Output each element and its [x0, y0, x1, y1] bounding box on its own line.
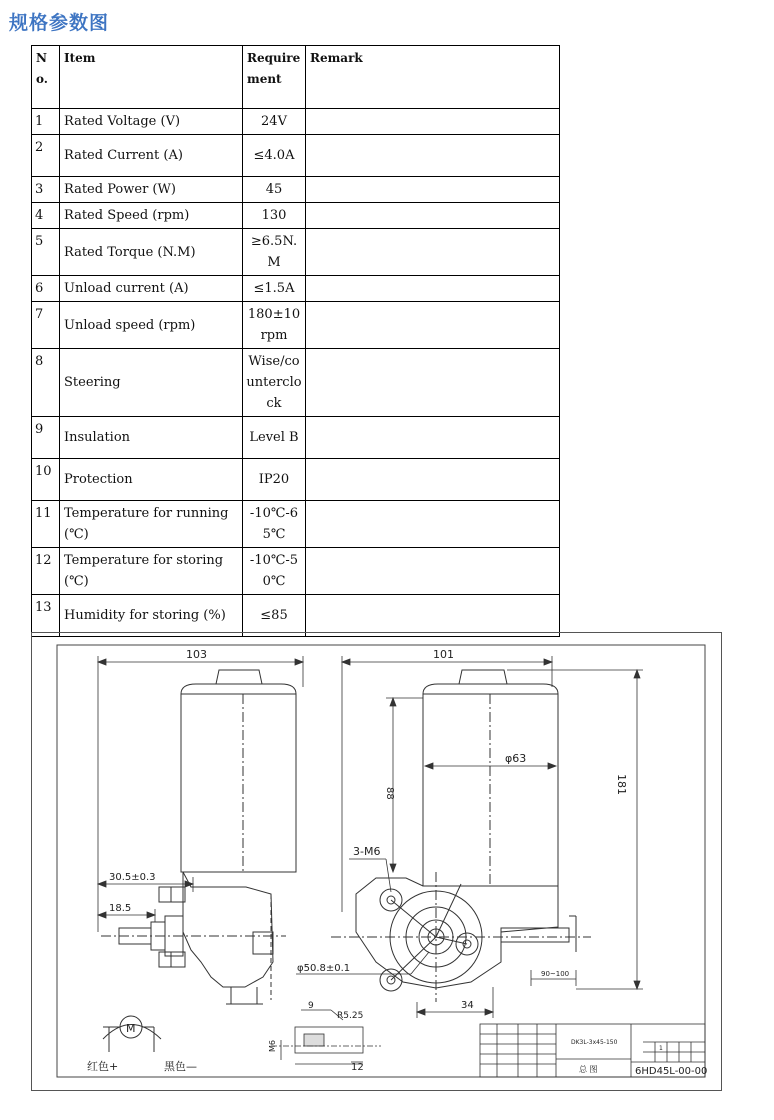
- cell-requirement: 24V: [243, 109, 306, 135]
- cell-remark: [306, 109, 560, 135]
- dim-181-label: 181: [615, 774, 628, 795]
- cell-requirement: Level B: [243, 417, 306, 459]
- cell-remark: [306, 203, 560, 229]
- title-block-scale: 1: [659, 1045, 663, 1052]
- cell-requirement: -10℃-65℃: [243, 501, 306, 548]
- wire-black-label: 黑色—: [164, 1060, 197, 1073]
- cell-remark: [306, 417, 560, 459]
- cell-no: 2: [32, 135, 60, 177]
- cell-item: Unload current (A): [60, 276, 243, 302]
- table-row: [32, 229, 560, 276]
- dim-18-5-label: 18.5: [109, 903, 132, 914]
- cell-item: Rated Speed (rpm): [60, 203, 243, 229]
- cell-item: Rated Torque (N.M): [60, 229, 243, 276]
- cell-item: Rated Power (W): [60, 177, 243, 203]
- table-row: [32, 276, 560, 302]
- cell-item: Temperature for storing (℃): [60, 548, 243, 595]
- cell-no: 11: [32, 501, 60, 548]
- cell-item: Steering: [60, 349, 243, 417]
- title-block-code: DK3L-3x45-150: [571, 1039, 618, 1046]
- wire-red-label: 红色+: [87, 1060, 119, 1073]
- table-row: [32, 417, 560, 459]
- cell-no: 7: [32, 302, 60, 349]
- dim-dia-50-8-label: φ50.8±0.1: [297, 963, 351, 974]
- dim-88-label: 88: [384, 787, 395, 800]
- cell-no: 4: [32, 203, 60, 229]
- table-row: [32, 459, 560, 501]
- dimension-holes: [349, 859, 391, 892]
- cell-remark: [306, 276, 560, 302]
- cell-remark: [306, 177, 560, 203]
- dimension-height-181: [507, 670, 643, 989]
- dim-34-label: 34: [461, 1000, 474, 1011]
- cell-remark: [306, 302, 560, 349]
- drawing-inner-border: [57, 645, 708, 1077]
- dimension-width-left: [98, 656, 303, 932]
- dim-9-label: 9: [308, 1001, 314, 1011]
- cell-item: Insulation: [60, 417, 243, 459]
- cell-no: 1: [32, 109, 60, 135]
- dimension-height-88: [386, 698, 423, 872]
- cell-no: 8: [32, 349, 60, 417]
- cell-no: 5: [32, 229, 60, 276]
- cell-remark: [306, 135, 560, 177]
- cell-remark: [306, 459, 560, 501]
- header-remark: Remark: [306, 46, 560, 109]
- dim-103-label: 103: [186, 648, 207, 661]
- cell-remark: [306, 548, 560, 595]
- cell-no: 3: [32, 177, 60, 203]
- motor-side-view: [101, 670, 296, 1004]
- cell-no: 12: [32, 548, 60, 595]
- cell-item: Temperature for running (℃): [60, 501, 243, 548]
- cell-no: 6: [32, 276, 60, 302]
- table-row: [32, 135, 560, 177]
- table-row: [32, 177, 560, 203]
- cell-requirement: 180±10rpm: [243, 302, 306, 349]
- cell-requirement: -10℃-50℃: [243, 548, 306, 595]
- header-requirement: Requirement: [243, 46, 306, 109]
- dim-90-100-label: 90~100: [541, 970, 570, 978]
- cell-item: Rated Voltage (V): [60, 109, 243, 135]
- table-row: [32, 501, 560, 548]
- dim-12-label: 12: [351, 1062, 364, 1073]
- cell-remark: [306, 229, 560, 276]
- table-row: [32, 302, 560, 349]
- cell-no: 9: [32, 417, 60, 459]
- cell-requirement: 130: [243, 203, 306, 229]
- cell-requirement: ≥6.5N.M: [243, 229, 306, 276]
- cell-requirement: ≤1.5A: [243, 276, 306, 302]
- dim-dia-63-label: φ63: [505, 752, 527, 765]
- cell-no: 13: [32, 595, 60, 637]
- cell-requirement: IP20: [243, 459, 306, 501]
- table-header-row: [32, 46, 560, 109]
- table-row: [32, 203, 560, 229]
- cell-remark: [306, 595, 560, 637]
- cell-item: Protection: [60, 459, 243, 501]
- title-block-part-name: 总 图: [579, 1065, 598, 1074]
- cell-requirement: ≤85: [243, 595, 306, 637]
- engineering-drawing: [31, 632, 720, 1089]
- dim-r525-label: R5.25: [337, 1011, 364, 1021]
- shaft-detail: [271, 1010, 381, 1064]
- table-row: [32, 349, 560, 417]
- header-item: Item: [60, 46, 243, 109]
- table-row: [32, 548, 560, 595]
- cell-item: Unload speed (rpm): [60, 302, 243, 349]
- dim-holes-label: 3-M6: [353, 845, 381, 858]
- dimension-34: [417, 987, 493, 1018]
- cell-item: Humidity for storing (%): [60, 595, 243, 637]
- dim-m6-label: M6: [268, 1040, 277, 1052]
- dim-101-label: 101: [433, 648, 454, 661]
- cell-remark: [306, 501, 560, 548]
- cell-requirement: ≤4.0A: [243, 135, 306, 177]
- cell-item: Rated Current (A): [60, 135, 243, 177]
- motor-symbol-label: M: [126, 1022, 136, 1035]
- page-title: 规格参数图: [9, 12, 110, 34]
- cell-no: 10: [32, 459, 60, 501]
- header-no: No.: [32, 46, 60, 109]
- cell-requirement: Wise/counterclock: [243, 349, 306, 417]
- spec-table: [31, 45, 560, 637]
- cell-remark: [306, 349, 560, 417]
- motor-front-view: [331, 670, 591, 1002]
- table-row: [32, 595, 560, 637]
- cell-requirement: 45: [243, 177, 306, 203]
- table-row: [32, 109, 560, 135]
- title-block-drawing-number: 6HD45L-00-00: [635, 1066, 708, 1077]
- dim-30-5-label: 30.5±0.3: [109, 872, 156, 883]
